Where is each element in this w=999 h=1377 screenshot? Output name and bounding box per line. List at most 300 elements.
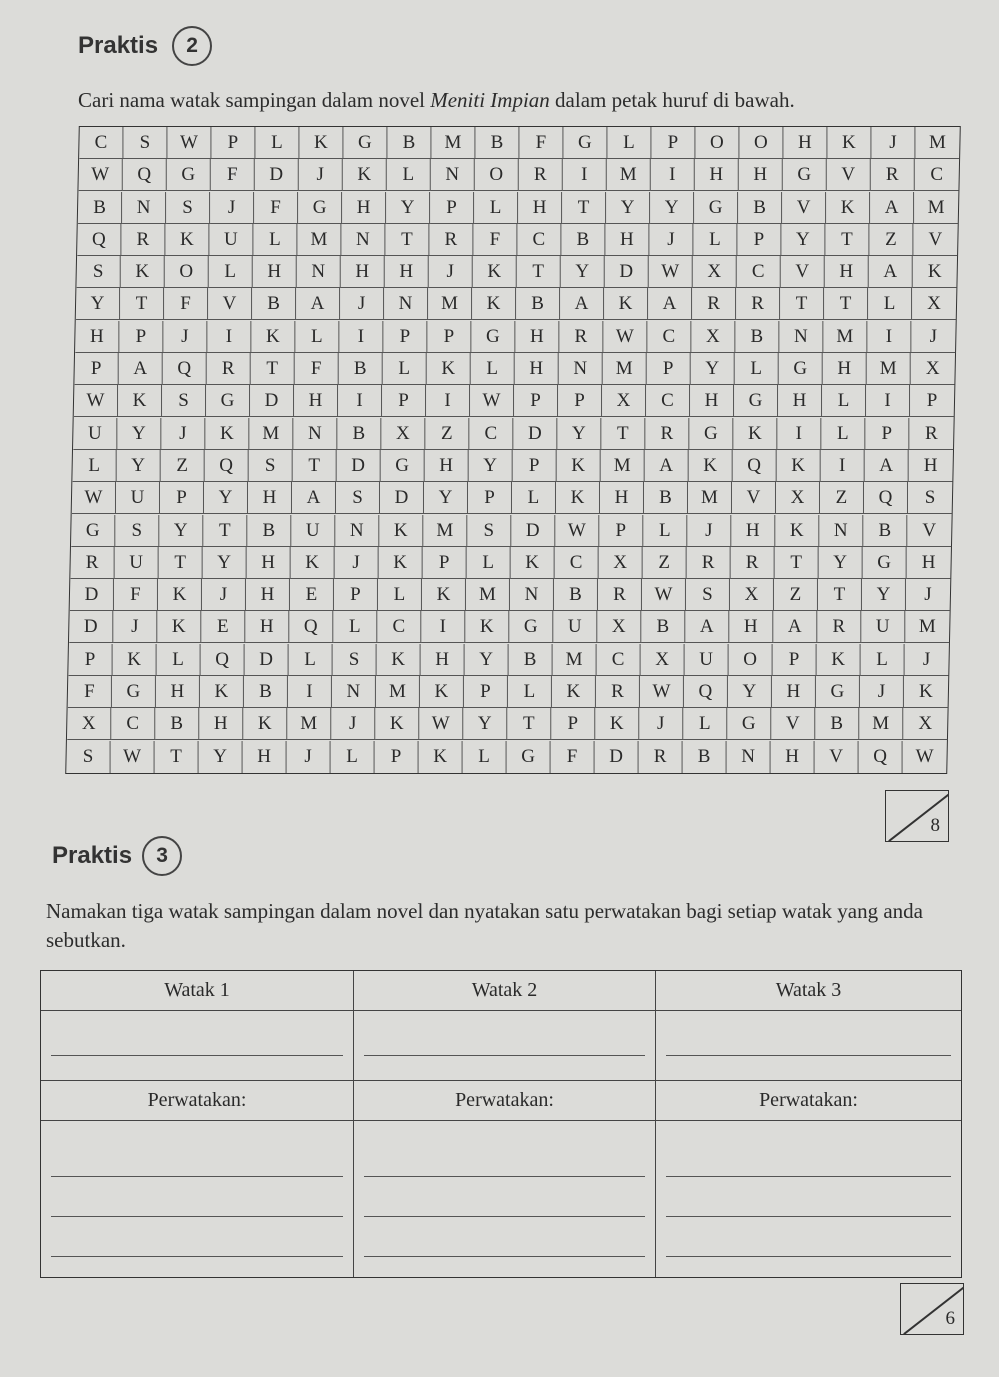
grid-letter[interactable]: K <box>777 450 821 482</box>
grid-letter[interactable]: J <box>911 321 955 353</box>
grid-letter[interactable]: R <box>519 159 563 191</box>
grid-letter[interactable]: R <box>639 741 683 773</box>
grid-letter[interactable]: H <box>778 385 822 417</box>
grid-letter[interactable]: R <box>731 547 775 579</box>
grid-letter[interactable]: C <box>79 127 123 159</box>
grid-letter[interactable]: I <box>338 385 382 417</box>
grid-letter[interactable]: J <box>113 611 157 643</box>
grid-letter[interactable]: H <box>518 192 562 224</box>
grid-letter[interactable]: E <box>201 611 245 643</box>
grid-letter[interactable]: P <box>423 547 467 579</box>
grid-letter[interactable]: K <box>158 579 202 611</box>
grid-letter[interactable]: T <box>562 192 606 224</box>
grid-letter[interactable]: Y <box>819 547 863 579</box>
grid-letter[interactable]: M <box>915 127 959 159</box>
grid-letter[interactable]: N <box>431 159 475 191</box>
grid-letter[interactable]: L <box>73 450 117 482</box>
grid-letter[interactable]: P <box>514 385 558 417</box>
grid-letter[interactable]: P <box>430 192 474 224</box>
grid-letter[interactable]: H <box>515 353 559 385</box>
grid-letter[interactable]: G <box>381 450 425 482</box>
grid-letter[interactable]: B <box>644 482 688 514</box>
grid-letter[interactable]: J <box>331 708 375 740</box>
grid-letter[interactable]: K <box>157 611 201 643</box>
grid-letter[interactable]: H <box>341 256 385 288</box>
grid-letter[interactable]: R <box>909 418 953 450</box>
grid-letter[interactable]: K <box>200 676 244 708</box>
grid-letter[interactable]: G <box>343 127 387 159</box>
grid-letter[interactable]: Y <box>424 482 468 514</box>
grid-letter[interactable]: Z <box>869 224 913 256</box>
grid-letter[interactable]: H <box>600 482 644 514</box>
grid-letter[interactable]: N <box>559 353 603 385</box>
grid-letter[interactable]: X <box>602 385 646 417</box>
grid-letter[interactable]: L <box>333 611 377 643</box>
grid-letter[interactable]: T <box>780 288 824 320</box>
grid-letter[interactable]: Z <box>774 579 818 611</box>
grid-letter[interactable]: H <box>515 321 559 353</box>
grid-letter[interactable]: L <box>157 644 201 676</box>
grid-letter[interactable]: D <box>250 385 294 417</box>
grid-letter[interactable]: I <box>777 418 821 450</box>
grid-letter[interactable]: M <box>607 159 651 191</box>
grid-letter[interactable]: D <box>513 418 557 450</box>
grid-letter[interactable]: V <box>907 515 951 547</box>
grid-letter[interactable]: X <box>911 353 955 385</box>
grid-letter[interactable]: W <box>74 385 118 417</box>
grid-letter[interactable]: K <box>473 256 517 288</box>
grid-letter[interactable]: L <box>387 159 431 191</box>
grid-letter[interactable]: U <box>115 547 159 579</box>
grid-letter[interactable]: T <box>203 515 247 547</box>
grid-letter[interactable]: L <box>253 224 297 256</box>
grid-letter[interactable]: I <box>867 321 911 353</box>
grid-letter[interactable]: G <box>471 321 515 353</box>
grid-letter[interactable]: I <box>288 676 332 708</box>
grid-letter[interactable]: C <box>915 159 959 191</box>
grid-letter[interactable]: K <box>556 482 600 514</box>
grid-letter[interactable]: B <box>561 224 605 256</box>
grid-letter[interactable]: F <box>68 676 112 708</box>
grid-letter[interactable]: X <box>597 611 641 643</box>
grid-letter[interactable]: K <box>595 708 639 740</box>
grid-letter[interactable]: A <box>869 256 913 288</box>
grid-letter[interactable]: H <box>772 676 816 708</box>
grid-letter[interactable]: H <box>783 127 827 159</box>
grid-letter[interactable]: L <box>643 515 687 547</box>
grid-letter[interactable]: G <box>563 127 607 159</box>
grid-letter[interactable]: D <box>605 256 649 288</box>
grid-letter[interactable]: Q <box>163 353 207 385</box>
grid-letter[interactable]: N <box>779 321 823 353</box>
grid-letter[interactable]: G <box>298 192 342 224</box>
grid-letter[interactable]: V <box>781 256 825 288</box>
grid-letter[interactable]: Y <box>76 288 120 320</box>
grid-letter[interactable]: L <box>735 353 779 385</box>
grid-letter[interactable]: K <box>419 741 463 773</box>
grid-letter[interactable]: N <box>335 515 379 547</box>
grid-letter[interactable]: X <box>693 256 737 288</box>
grid-letter[interactable]: M <box>249 418 293 450</box>
grid-letter[interactable]: M <box>914 192 958 224</box>
grid-letter[interactable]: L <box>512 482 556 514</box>
grid-letter[interactable]: A <box>865 450 909 482</box>
grid-letter[interactable]: M <box>428 288 472 320</box>
grid-letter[interactable]: Y <box>781 224 825 256</box>
grid-letter[interactable]: J <box>687 515 731 547</box>
grid-letter[interactable]: R <box>645 418 689 450</box>
grid-letter[interactable]: F <box>551 741 595 773</box>
grid-letter[interactable]: C <box>517 224 561 256</box>
grid-letter[interactable]: E <box>290 579 334 611</box>
perwatakan-2-answer-cell[interactable] <box>354 1121 656 1277</box>
grid-letter[interactable]: P <box>427 321 471 353</box>
grid-letter[interactable]: T <box>825 224 869 256</box>
grid-letter[interactable]: Q <box>77 224 121 256</box>
grid-letter[interactable]: H <box>690 385 734 417</box>
grid-letter[interactable]: A <box>119 353 163 385</box>
grid-letter[interactable]: P <box>468 482 512 514</box>
grid-letter[interactable]: B <box>863 515 907 547</box>
grid-letter[interactable]: L <box>471 353 515 385</box>
grid-letter[interactable]: G <box>783 159 827 191</box>
grid-letter[interactable]: J <box>429 256 473 288</box>
grid-letter[interactable]: G <box>694 192 738 224</box>
grid-letter[interactable]: L <box>209 256 253 288</box>
grid-letter[interactable]: B <box>247 515 291 547</box>
grid-letter[interactable]: K <box>251 321 295 353</box>
grid-letter[interactable]: D <box>255 159 299 191</box>
grid-letter[interactable]: W <box>642 579 686 611</box>
grid-letter[interactable]: H <box>729 611 773 643</box>
grid-letter[interactable]: K <box>205 418 249 450</box>
grid-letter[interactable]: N <box>293 418 337 450</box>
grid-letter[interactable]: M <box>423 515 467 547</box>
grid-letter[interactable]: B <box>155 708 199 740</box>
grid-letter[interactable]: Z <box>161 450 205 482</box>
grid-letter[interactable]: X <box>67 708 111 740</box>
grid-letter[interactable]: K <box>826 192 870 224</box>
grid-letter[interactable]: P <box>647 353 691 385</box>
grid-letter[interactable]: Q <box>205 450 249 482</box>
grid-letter[interactable]: G <box>734 385 778 417</box>
grid-letter[interactable]: B <box>337 418 381 450</box>
grid-letter[interactable]: H <box>771 741 815 773</box>
grid-letter[interactable]: G <box>71 515 115 547</box>
grid-letter[interactable]: K <box>422 579 466 611</box>
grid-letter[interactable]: Q <box>123 159 167 191</box>
grid-letter[interactable]: K <box>689 450 733 482</box>
grid-letter[interactable]: L <box>861 644 905 676</box>
grid-letter[interactable]: N <box>727 741 771 773</box>
grid-letter[interactable]: M <box>601 450 645 482</box>
grid-letter[interactable]: R <box>871 159 915 191</box>
grid-letter[interactable]: S <box>67 741 111 773</box>
grid-letter[interactable]: U <box>685 644 729 676</box>
grid-letter[interactable]: Y <box>386 192 430 224</box>
grid-letter[interactable]: U <box>553 611 597 643</box>
grid-letter[interactable]: B <box>244 676 288 708</box>
grid-letter[interactable]: V <box>782 192 826 224</box>
grid-letter[interactable]: N <box>122 192 166 224</box>
grid-letter[interactable]: S <box>467 515 511 547</box>
grid-letter[interactable]: P <box>119 321 163 353</box>
grid-letter[interactable]: J <box>163 321 207 353</box>
grid-letter[interactable]: W <box>167 127 211 159</box>
grid-letter[interactable]: W <box>915 745 934 767</box>
grid-letter[interactable]: N <box>341 224 385 256</box>
grid-letter[interactable]: F <box>254 192 298 224</box>
grid-letter[interactable]: J <box>287 741 331 773</box>
grid-letter[interactable]: P <box>464 676 508 708</box>
grid-letter[interactable]: R <box>596 676 640 708</box>
grid-letter[interactable]: H <box>695 159 739 191</box>
grid-letter[interactable]: Q <box>684 676 728 708</box>
grid-letter[interactable]: M <box>376 676 420 708</box>
grid-letter[interactable]: R <box>559 321 603 353</box>
grid-letter[interactable]: K <box>827 127 871 159</box>
grid-letter[interactable]: P <box>651 127 695 159</box>
grid-letter[interactable]: K <box>913 256 957 288</box>
grid-letter[interactable]: Q <box>201 644 245 676</box>
grid-letter[interactable]: V <box>815 741 859 773</box>
grid-letter[interactable]: S <box>77 256 121 288</box>
grid-letter[interactable]: P <box>383 321 427 353</box>
grid-letter[interactable]: U <box>209 224 253 256</box>
grid-letter[interactable]: L <box>868 288 912 320</box>
grid-letter[interactable]: S <box>908 482 952 514</box>
grid-letter[interactable]: M <box>603 353 647 385</box>
grid-letter[interactable]: S <box>115 515 159 547</box>
grid-letter[interactable]: K <box>113 644 157 676</box>
grid-letter[interactable]: I <box>821 450 865 482</box>
grid-letter[interactable]: P <box>375 741 419 773</box>
grid-letter[interactable]: M <box>688 482 732 514</box>
grid-letter[interactable]: A <box>685 611 729 643</box>
grid-letter[interactable]: P <box>211 127 255 159</box>
grid-letter[interactable]: G <box>112 676 156 708</box>
grid-letter[interactable]: R <box>692 288 736 320</box>
grid-letter[interactable]: L <box>467 547 511 579</box>
grid-letter[interactable]: N <box>332 676 376 708</box>
grid-letter[interactable]: Y <box>728 676 772 708</box>
grid-letter[interactable]: B <box>78 192 122 224</box>
grid-letter[interactable]: V <box>771 708 815 740</box>
grid-letter[interactable]: H <box>156 676 200 708</box>
grid-letter[interactable]: S <box>333 644 377 676</box>
grid-letter[interactable]: T <box>155 741 199 773</box>
grid-letter[interactable]: B <box>683 741 727 773</box>
grid-letter[interactable]: T <box>601 418 645 450</box>
grid-letter[interactable]: J <box>906 579 950 611</box>
grid-letter[interactable]: A <box>296 288 340 320</box>
grid-letter[interactable]: U <box>116 482 160 514</box>
grid-letter[interactable]: Y <box>606 192 650 224</box>
grid-letter[interactable]: G <box>779 353 823 385</box>
grid-letter[interactable]: D <box>70 579 114 611</box>
grid-letter[interactable]: H <box>385 256 429 288</box>
grid-letter[interactable]: N <box>297 256 341 288</box>
grid-letter[interactable]: I <box>339 321 383 353</box>
grid-letter[interactable]: L <box>295 321 339 353</box>
grid-letter[interactable]: T <box>293 450 337 482</box>
grid-letter[interactable]: P <box>599 515 643 547</box>
grid-letter[interactable]: I <box>207 321 251 353</box>
grid-letter[interactable]: K <box>472 288 516 320</box>
grid-letter[interactable]: K <box>557 450 601 482</box>
grid-letter[interactable]: L <box>821 418 865 450</box>
grid-letter[interactable]: P <box>773 644 817 676</box>
grid-letter[interactable]: H <box>75 321 119 353</box>
grid-letter[interactable]: Y <box>469 450 513 482</box>
grid-letter[interactable]: C <box>646 385 690 417</box>
grid-letter[interactable]: L <box>255 127 299 159</box>
grid-letter[interactable]: A <box>560 288 604 320</box>
grid-letter[interactable]: Y <box>557 418 601 450</box>
grid-letter[interactable]: Y <box>117 450 161 482</box>
grid-letter[interactable]: H <box>421 644 465 676</box>
grid-letter[interactable]: N <box>819 515 863 547</box>
grid-letter[interactable]: J <box>161 418 205 450</box>
grid-letter[interactable]: K <box>379 515 423 547</box>
grid-letter[interactable]: L <box>474 192 518 224</box>
grid-letter[interactable]: L <box>683 708 727 740</box>
grid-letter[interactable]: Y <box>159 515 203 547</box>
grid-letter[interactable]: O <box>475 159 519 191</box>
grid-letter[interactable]: P <box>334 579 378 611</box>
grid-letter[interactable]: R <box>736 288 780 320</box>
grid-letter[interactable]: F <box>295 353 339 385</box>
grid-letter[interactable]: C <box>469 418 513 450</box>
grid-letter[interactable]: J <box>860 676 904 708</box>
grid-letter[interactable]: T <box>251 353 295 385</box>
grid-letter[interactable]: V <box>208 288 252 320</box>
grid-letter[interactable]: H <box>248 482 292 514</box>
grid-letter[interactable]: C <box>377 611 421 643</box>
grid-letter[interactable]: H <box>246 579 290 611</box>
grid-letter[interactable]: H <box>825 256 869 288</box>
grid-letter[interactable]: R <box>429 224 473 256</box>
grid-letter[interactable]: S <box>336 482 380 514</box>
grid-letter[interactable]: B <box>339 353 383 385</box>
grid-letter[interactable]: G <box>816 676 860 708</box>
grid-letter[interactable]: Q <box>289 611 333 643</box>
watak-1-answer-cell[interactable] <box>41 1011 354 1081</box>
grid-letter[interactable]: K <box>121 256 165 288</box>
grid-letter[interactable]: D <box>511 515 555 547</box>
grid-letter[interactable]: G <box>863 547 907 579</box>
grid-letter[interactable]: K <box>775 515 819 547</box>
watak-3-answer-cell[interactable] <box>656 1011 961 1081</box>
grid-letter[interactable]: W <box>640 676 684 708</box>
grid-letter[interactable]: J <box>340 288 384 320</box>
grid-letter[interactable]: T <box>507 708 551 740</box>
grid-letter[interactable]: M <box>553 644 597 676</box>
grid-letter[interactable]: K <box>817 644 861 676</box>
grid-letter[interactable]: V <box>827 159 871 191</box>
grid-letter[interactable]: K <box>427 353 471 385</box>
grid-letter[interactable]: P <box>382 385 426 417</box>
grid-letter[interactable]: T <box>159 547 203 579</box>
grid-letter[interactable]: J <box>905 644 949 676</box>
grid-letter[interactable]: M <box>823 321 867 353</box>
grid-letter[interactable]: H <box>245 611 289 643</box>
grid-letter[interactable]: T <box>818 579 862 611</box>
grid-letter[interactable]: B <box>475 127 519 159</box>
grid-letter[interactable]: D <box>595 741 639 773</box>
grid-letter[interactable]: X <box>641 644 685 676</box>
grid-letter[interactable]: C <box>737 256 781 288</box>
grid-letter[interactable]: K <box>243 708 287 740</box>
grid-letter[interactable]: H <box>739 159 783 191</box>
grid-letter[interactable]: P <box>558 385 602 417</box>
grid-letter[interactable]: M <box>297 224 341 256</box>
grid-letter[interactable]: K <box>377 644 421 676</box>
grid-letter[interactable]: L <box>331 741 375 773</box>
grid-letter[interactable]: X <box>691 321 735 353</box>
grid-letter[interactable]: J <box>649 224 693 256</box>
grid-letter[interactable]: B <box>738 192 782 224</box>
grid-letter[interactable]: S <box>123 127 167 159</box>
grid-letter[interactable]: L <box>289 644 333 676</box>
grid-letter[interactable]: Y <box>463 708 507 740</box>
grid-letter[interactable]: I <box>421 611 465 643</box>
grid-letter[interactable]: P <box>910 385 954 417</box>
grid-letter[interactable]: W <box>555 515 599 547</box>
grid-letter[interactable]: J <box>299 159 343 191</box>
grid-letter[interactable]: B <box>815 708 859 740</box>
grid-letter[interactable]: H <box>253 256 297 288</box>
grid-letter[interactable]: R <box>71 547 115 579</box>
grid-letter[interactable]: B <box>641 611 685 643</box>
grid-letter[interactable]: W <box>470 385 514 417</box>
grid-letter[interactable]: H <box>342 192 386 224</box>
grid-letter[interactable]: L <box>463 741 507 773</box>
grid-letter[interactable]: L <box>378 579 422 611</box>
grid-letter[interactable]: M <box>431 127 475 159</box>
grid-letter[interactable]: H <box>605 224 649 256</box>
grid-letter[interactable]: T <box>517 256 561 288</box>
grid-letter[interactable]: F <box>164 288 208 320</box>
grid-letter[interactable]: A <box>648 288 692 320</box>
grid-letter[interactable]: G <box>206 385 250 417</box>
grid-letter[interactable]: Y <box>117 418 161 450</box>
grid-letter[interactable]: K <box>552 676 596 708</box>
grid-letter[interactable]: W <box>111 741 155 773</box>
grid-letter[interactable]: B <box>387 127 431 159</box>
grid-letter[interactable]: O <box>739 127 783 159</box>
grid-letter[interactable]: P <box>865 418 909 450</box>
grid-letter[interactable]: X <box>730 579 774 611</box>
grid-letter[interactable]: V <box>732 482 776 514</box>
grid-letter[interactable]: H <box>907 547 951 579</box>
grid-letter[interactable]: D <box>337 450 381 482</box>
grid-letter[interactable]: M <box>859 708 903 740</box>
grid-letter[interactable]: G <box>167 159 211 191</box>
grid-letter[interactable]: B <box>516 288 560 320</box>
grid-letter[interactable]: S <box>249 450 293 482</box>
grid-letter[interactable]: P <box>160 482 204 514</box>
grid-letter[interactable]: O <box>695 127 739 159</box>
grid-letter[interactable]: H <box>247 547 291 579</box>
grid-letter[interactable]: P <box>737 224 781 256</box>
grid-letter[interactable]: C <box>597 644 641 676</box>
grid-letter[interactable]: Z <box>425 418 469 450</box>
grid-letter[interactable]: Y <box>204 482 248 514</box>
watak-2-answer-cell[interactable] <box>354 1011 656 1081</box>
grid-letter[interactable]: K <box>733 418 777 450</box>
grid-letter[interactable]: W <box>419 708 463 740</box>
